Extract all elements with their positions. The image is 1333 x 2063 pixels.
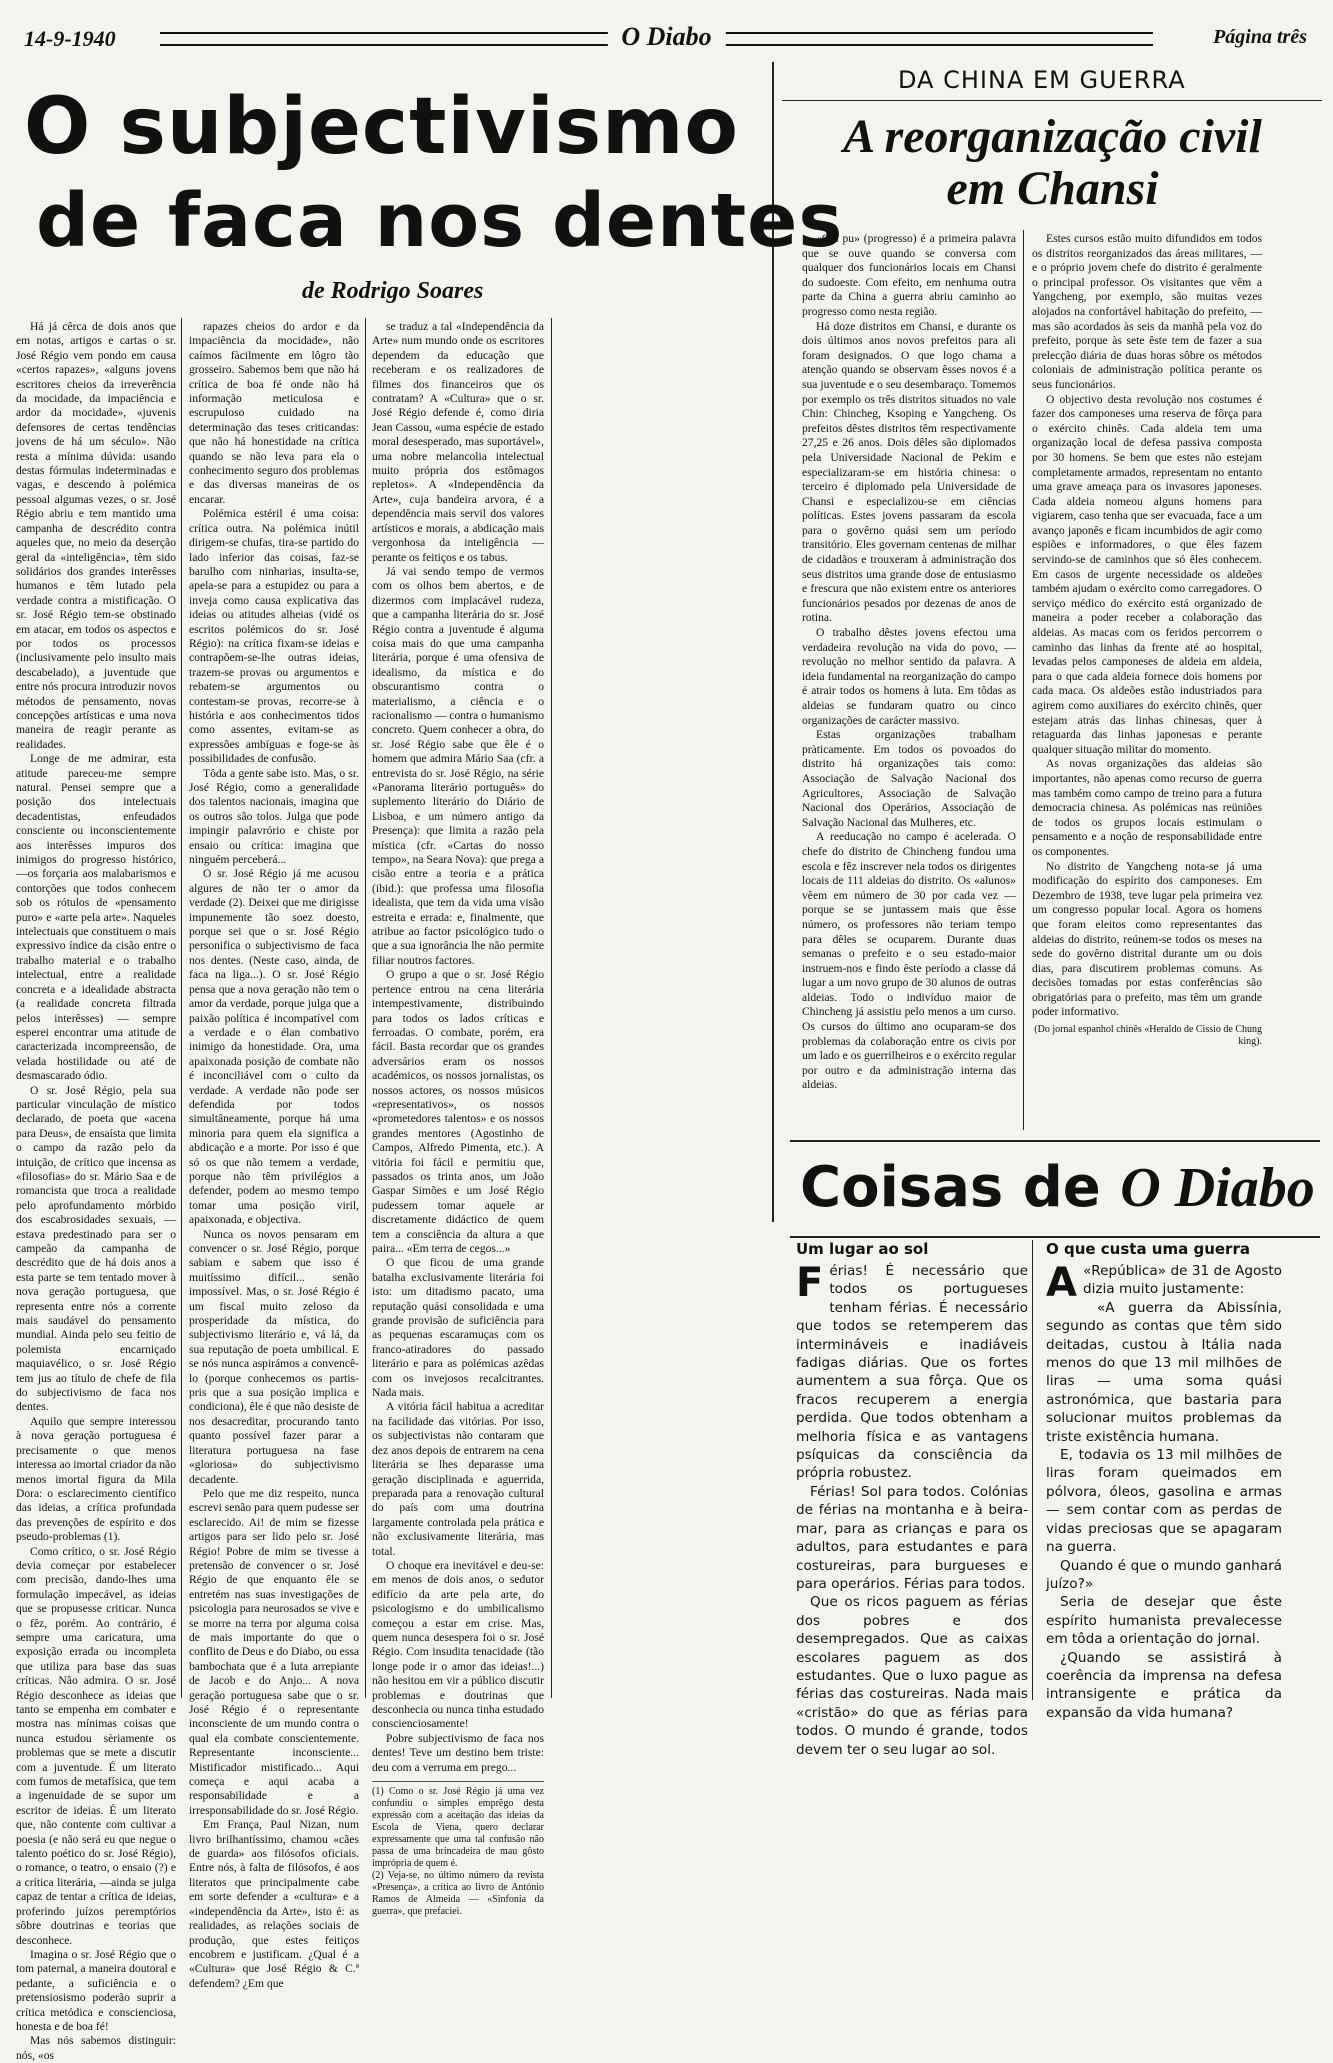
article-title-line1: O subjectivismo [24, 82, 740, 172]
paragraph: No distrito de Yangcheng nota-se já uma modificação do espírito dos camponeses. Em Dezembro de 1938, teve lugar pela primeira vez um congresso popular local. Agora os homens que foram eleitos como representantes das aldeias do distrito, reúnem-se todos os meses na sede do govêrno distrital durante um ou dois dias, para discutirem problemas comuns. As decisões tomadas por estas conferências são obrigatórias para o prefeito, mas têm um grande poder informativo. [1032, 859, 1262, 1019]
paragraph: A reeducação no campo é acelerada. O chefe do distrito de Chincheng fundou uma escola e fêz inscrever nela todos os dirigentes locais de 111 aldeias do distrito. Os «alunos» vêem em número de 30 por cada vez — porque se se juntassem mais que êsse número, os professores não teriam tempo para dêles se ocuparem. Durante duas semanas o prefeito e o seu estado-maior instruem-nos e findo êste período a classe dá lugar a um novo grupo de 30 alunos de outras aldeias. Todo o indivíduo maior de Chincheng já assistiu pelo menos a um curso. Os cursos do último ano ocuparam-se dos problemas da colaboração entre os civis por um lado e os guerrilheiros e o exército regular por outro e da administração interna das aldeias. [802, 830, 1016, 1092]
china-title-line1: A reorganização civil [843, 110, 1262, 163]
article-column-2 [189, 320, 359, 1991]
paragraph: E, todavia os 13 mil milhões de liras foram queimados em pólvora, óleos, gasolina e armas — sem contar com as perdas de vidas preciosas que se apagaram na guerra. [1046, 1447, 1282, 1556]
footnotes [372, 1781, 544, 1918]
paragraph: O grupo a que o sr. José Régio pertence entrou na cena literária intempestivamente, distribuindo para todos os lados críticas e ferroadas. O combate, porém, era fácil. Basta recordar que os grandes adversários eram os nossos académicos, os nossos jornalistas, os nossos actores, os nossos músicos «representativos», os nossos «prometedores talentos» e os nossos grandes mentores (Agostinho de Campos, Alfredo Pimenta, etc.). A vitória foi fácil e permitiu que, passados os trinta anos, um João Gaspar Simões e um José Régio pudessem tomar aquele ar discretamente didáctico de quem tem a consciência da altura a que paira... «Em terra de cegos...» [372, 968, 544, 1255]
issue-date: 14-9-1940 [24, 26, 116, 51]
china-column-1 [802, 232, 1016, 1093]
paragraph: «Cin pu» (progresso) é a primeira palavra que se ouve quando se conversa com qualquer dos funcionários locais em Chansi do sudoeste. Com efeito, em nenhuma outra parte da China a guerra abriu caminho ao progresso como nesta região. [802, 232, 1016, 318]
paragraph: As novas organizações das aldeias são importantes, não apenas como recurso de guerra mas também como campo de treino para a futura democracia chinesa. As polémicas nas reüniões de todos os grupos locais estimulam o pensamento e a noção de responsabilidade entre os componentes. [1032, 757, 1262, 858]
coisas-title-diabo: O Diabo [1120, 1157, 1315, 1219]
box-rule-top [790, 1140, 1320, 1142]
article-column-3 [372, 320, 544, 1918]
paragraph: Polémica estéril é uma coisa: crítica outra. Na polémica inútil dirigem-se chufas, tira-se partido do lado inferior das coisas, faz-se barulho com ninharias, insulta-se, apela-se para a estupidez ou para a inveja como causa explicativa das ideias ou atitudes alheias (vidé os escritos polémicos do sr. José Régio): na crítica fixam-se ideias e contrapõem-se-lhe outras ideias, trazem-se provas ou argumentos e rebatem-se argumentos ou contestam-se provas, recorre-se à história e aos conhecimentos tidos como assentes, evitam-se as expressões ambíguas e foge-se às possibilidades de confusão. [189, 507, 359, 766]
paragraph: rapazes cheios do ardor e da impaciência da mocidade», não caímos fàcilmente em lôgro tão grosseiro. Sabemos bem que não há crítica de boa fé onde não há informação meticulosa e escrupuloso cuidado na determinação das teses criticandas: que não há honestidade na crítica quando se não leva para ela o conhecimento seguro dos problemas e das diversas maneiras de os encarar. [189, 320, 359, 506]
paragraph: «A guerra da Abissínia, segundo as contas que têm sido deitadas, custou à Itália nada menos do que 13 mil milhões de liras — uma soma quási astronómica, que bastaria para solucionar muitos problemas da triste existência humana. [1046, 1299, 1282, 1445]
section-label: DA CHINA EM GUERRA [898, 66, 1186, 94]
paragraph: «República» de 31 de Agosto dizia muito justamente: [1082, 1263, 1282, 1298]
coisas-right-column [1046, 1262, 1282, 1722]
china-title-line2: em Chansi [946, 162, 1159, 215]
column-divider [1032, 1240, 1033, 1700]
paragraph: Mas nós sabemos distinguir: nós, «os [16, 2034, 176, 2062]
paragraph: O sr. José Régio já me acusou algures de não ter o amor da verdade (2). Deixei que me dirigisse impunemente tão soez doesto, porque sei que o sr. José Régio personifica o subjectivismo de faca nos dentes. (Neste caso, ainda, de faca na liga...). O sr. José Régio pensa que a nova geração não tem o amor da verdade, porque julga que a paixão política é incompatível com a verdade e o élan combativo inimigo da honestidade. Ora, uma apaixonada posição de combate não é inconciliável com o culto da verdade. A verdade não pode ser defendida por todos simultâneamente, porque há uma minoria para quem ela significa a abdicação e a morte. Por isso é que só os que não temem a verdade, porque não têm privilégios a defender, podem ao mesmo tempo tomar uma posição viril, apaixonada, e objectiva. [189, 867, 359, 1227]
paragraph: A vitória fácil habitua a acreditar na facilidade das vitórias. Por isso, os subjectivistas não contaram que dez anos depois de entrarem na cena literária se lhes deparasse uma geração disciplinada e aguerrida, preparada para a renovação cultural do país com uma doutrina largamente controlada pela prática e não exclusivamente literária, mas total. [372, 1400, 544, 1558]
paragraph: Aquilo que sempre interessou à nova geração portuguesa é precisamente o que menos interessa ao imortal criador da não menos imortal figura da Mila Dora: o esclarecimento científico das ideias, a crítica profundada das prevenções de espírito e dos pseudo-problemas (1). [16, 1414, 176, 1544]
masthead: O Diabo [607, 22, 725, 52]
paragraph: ¿Quando se assistirá à coerência da imprensa na defesa intransigente e prática da expansão da vida humana? [1046, 1649, 1282, 1721]
paragraph: Estes cursos estão muito difundidos em todos os distritos reorganizados das áreas militares, — e o próprio jovem chefe do distrito é geralmente o principal professor. Os visitantes que vêm a Yangcheng, por exemplo, são muitas vezes alojados na confortável habitação do prefeito, — mas são acordados às seis da manhã pela voz do prefeito, porque às sete êste tem de fazer a sua prelecção diária de duas horas sôbre os métodos coloniais de administração política perante os seus funcionários. [1032, 232, 1262, 391]
paragraph: Há já cêrca de dois anos que em notas, artigos e cartas o sr. José Régio vem pondo em causa «certos rapazes», «alguns jovens escritores cheios da irreverência da mocidade, da impaciência e ardor da mocidade», «juvenis defensores de certas tendências jovens de há um século». Não resta a mínima dúvida: usando destas fórmulas indeterminadas e vagas, e descendo à polémica pessoal algumas vezes, o sr. José Régio abriu e tem mantido uma campanha de descrédito contra aqueles que, no meio da deserção geral da «inteligência», têm sido solidários dos grandes interêsses humanos e têm lutado pela verdade contra a mistificação. O sr. José Régio tem-se obstinado em atacar, em todos os aspectos e por todos os processos (inclusivamente pelo insulto mais descabelado), a juventude que entre nós procura introduzir novos métodos de pensamento, novas concepções artísticas e uma nova maneira de reagir perante as realidades. [16, 320, 176, 751]
paragraph: Quando é que o mundo ganhará juízo?» [1046, 1557, 1282, 1592]
china-column-2 [1032, 232, 1262, 1048]
section-rule [782, 100, 1322, 101]
box-rule-bottom [790, 1236, 1320, 1238]
paragraph: O que ficou de uma grande batalha exclusivamente literária foi isto: um ditadismo pacato, uma reputação quási consolidada e uma grande provisão de suficiência para as pequenas escaramuças com os franco-atiradores do passado literário e para as polémicas azêdas com os invejosos recalcitrantes. Nada mais. [372, 1256, 544, 1400]
paragraph: Pelo que me diz respeito, nunca escrevi senão para quem pudesse ser esclarecido. Ai! de mim se fizesse artigos para ser lido pelo sr. José Régio! Pobre de mim se tivesse a pretensão de convencer o sr. José Régio de que enquanto êle se entretém nas suas investigações de psicologia para neurosados se vive e se morre na terra por alguma coisa de mais importante do que o conflito de Deus e do Diabo, ou essa bambochata que é a luta arrepiante de Jacob e do Anjo... A nova geração portuguesa sabe que o sr. José Régio é o representante inconsciente de um mundo contra o qual ela combate conscientemente. Representante inconsciente... Mistificador mistificado... Aqui começa e aqui acaba a responsabilidade e a irresponsabilidade do sr. José Régio. [189, 1486, 360, 1817]
page-number: Página três [1213, 26, 1307, 48]
drop-cap: A [1046, 1260, 1077, 1306]
coisas-left-column [796, 1262, 1028, 1759]
paragraph: Tôda a gente sabe isto. Mas, o sr. José Régio, como a generalidade dos talentos nacionais, imagina que os outros são tolos. Julga que pode impingir palavrório e chiste por ensaio ou crítica: imagina que ninguém perceberá... [189, 766, 359, 867]
paragraph: se traduz a tal «Independência da Arte» num mundo onde os escritores dependem da educação que receberam e os realizadores de filmes dos financeiros que os contratam? A «Cultura» que o sr. José Régio defende é, como diria Jean Cassou, «uma espécie de estado moral desesperado, mas suportável», uma nobre melancolia intelectual muito própria dos estômagos repletos». A «Independência da Arte», cuja bandeira arvora, é a dependência mais servil dos valores artísticos e morais, a abdicação mais vergonhosa da inteligência — perante os feitiços e os tabus. [372, 320, 544, 564]
paragraph: érias! É necessário que todos os portugueses tenham férias. É necessário que todos se retemperem das intermináveis e inadiáveis fadigas diárias. Que os fortes aumentem a sua fôrça. Que os fracos recuperem a energia perdida. Que todos obtenham a melhoria física e as vantagens psíquicas da consciência da própria robustez. [796, 1263, 1028, 1482]
column-divider [551, 318, 552, 1698]
paragraph: Em França, Paul Nizan, num livro brilhantíssimo, chamou «cães de guarda» aos filósofos oficiais. Entre nós, à falta de filósofos, é aos literatos que principalmente cabe em sorte defender a «cultura» e a «independência da Arte», isto é: as realidades, as relações sociais de produção, que estes feitiços encobrem e justificam. ¿Qual é a «Cultura» que José Régio & C.ª defendem? ¿Em que [189, 1818, 359, 1990]
coisas-title [800, 1155, 1315, 1220]
paragraph: Que os ricos paguem as férias dos pobres e dos desempregados. Que as caixas escolares paguem as dos estudantes. Que o luxo pague as férias das costureiras. Nada mais «cristão» do que as férias para todos. O mundo é grande, todos devem ter o seu lugar ao sol. [796, 1594, 1028, 1758]
paragraph: Pobre subjectivismo de faca nos dentes! Teve um destino bem triste: deu com a verruma em prego... [372, 1731, 544, 1774]
paragraph: Nunca os novos pensaram em convencer o sr. José Régio, porque sabiam e sabem que isso é muitíssimo difícil... senão impossível. Mas, o sr. José Régio é um fiscal muito zeloso da prosperidade da mística, do subjectivismo literário e, vá lá, da sua reputação de poeta umbilical. E se nós nunca aspirámos a convencê-lo (porque conhecemos os partis-pris que a sua posição implica e condiciona), êle é que não desiste de nos desacreditar, procurando tanto quanto possível fazer parar a literatura portuguesa na fase «gloriosa» do subjectivismo decadente. [189, 1227, 359, 1486]
paragraph: O objectivo desta revolução nos costumes é fazer dos camponeses uma reserva de fôrça para o exército chinês. Cada aldeia tem uma organização local de defesa passiva composta por 30 homens. Se bem que estes não estejam completamente armados, representam no entanto uma grave ameaça para os invasores japoneses. Cada aldeia nomeou alguns homens para vigiarem, caso tenha que ser evacuada, face a um avanço japonês e ficam incumbidos de agir como espiões e informadores, o que êles fazem servindo-se de caminhos que só êles conhecem. Em casos de urgente necessidade os aldeões também ajudam o exército como carregadores. O serviço médico do exército está organizado de maneira a poder receber a colaboração das aldeias. As macas com os feridos percorrem o caminho das linhas da frente até ao hospital, levadas pelos camponeses de aldeia em aldeia, para o que cada aldeia fornece dois homens por cada maca. Os aldeões estão industriados para agirem como auxiliares do exército chinês, quer estejam atrás das linhas chinesas, quer à retaguarda das linhas japonesas e perante qualquer situação militar do momento. [1032, 392, 1262, 756]
paragraph: Férias! Sol para todos. Colónias de férias na montanha e à beira-mar, para as crianças e para os adultos, para estudantes e para costureiras, para burgueses e para operários. Férias para todos. [796, 1483, 1028, 1592]
paragraph: Já vai sendo tempo de vermos com os olhos bem abertos, e de dizermos com implacável rudeza, que a campanha literária do sr. José Régio contra a juventude é alguma coisa mais do que uma campanha literária, porque é uma ofensiva de idealismo, da mística e do obscurantismo contra o materialismo, a ciência e o racionalismo — contra o humanismo concreto. Quem conhecer a obra, do sr. José Régio sabe que êle é o homem que admira Mário Saa (cfr. a entrevista do sr. José Régio, na série «Panorama literário português» do suplemento literário do Diário de Lisboa, e um número antigo da Presença): que limita a razão pela mística (cfr. «Cartas do nosso tempo», na Seara Nova): que prega a cisão entre a teoria e a prática (ibid.): que professa uma filosofia idealista, que tem da vida uma visão estreita e errada: e, finalmente, que atribue ao factor psicológico tudo o que a sua ignorância lhe não permite filiar noutros factores. [372, 564, 544, 967]
paragraph: Como crítico, o sr. José Régio devia começar por estabelecer com precisão, dando-lhes uma formulação impecável, as ideias que se propusesse criticar. Nunca o fêz, porém. Ao contrário, é sempre uma caricatura, uma exposição errada ou incompleta que utiliza para base das suas críticas. Não admira. O sr. José Régio desconhece as ideias que tanto se empenha em combater e mostra nas mínimas coisas que nunca estudou sèriamente os problemas que se mete a discutir com a juventude. É um literato com fumos de metafísica, que tem a ingenuidade de se supor um escritor de ideias. É um literato que, não contente com cultivar a poesia (e não será eu que negue o talento poético do sr. José Régio), o romance, o teatro, o ensaio (?) e a crítica literária, —ainda se julga capaz de tentar a crítica de ideias, proferindo juízos peremptórios sôbre doutrinas e teorias que desconhece. [16, 1544, 176, 1947]
article-title-line2: de faca nos dentes [36, 178, 844, 264]
paragraph: O trabalho dêstes jovens efectou uma verdadeira revolução na vida do povo, — revolução no melhor sentido da palavra. A ideia fundamental na reorganização do campo é atrair todos os homens à luta. Em tôdas as aldeias se fundaram quatro ou cinco organizações de carácter massivo. [802, 626, 1016, 727]
paragraph: Há doze distritos em Chansi, e durante os dois últimos anos novos prefeitos para ali foram designados. O que logo chama a atenção quando se observam êsses novos é a sua juventude e o seu desembaraço. Tomemos por exemplo os três distritos situados no vale Chin: Chincheg, Ksoping e Yangcheng. Os prefeitos dêstes distritos têm respectivamente 27,25 e 26 anos. Dois dêles são diplomados pela Universidade Nacional de Pekim e especializaram-se em história chinesa: o terceiro é diplomado pela Universidade de Chansi e especializou-se em ciências políticas. Estes jovens passaram da escola para o govêrno quási sem um período transitório. Eles governam centenas de milhar de cidadãos e trouxeram à administração dos seus distritos uma grande dose de entusiasmo e frescura que não existem entre os anteriores funcionários pesados por dezenas de anos de rotina. [802, 319, 1016, 625]
byline: de Rodrigo Soares [302, 278, 484, 304]
column-divider [181, 318, 182, 1698]
page-header [20, 20, 1313, 52]
paragraph: Imagina o sr. José Régio que o tom paternal, a maneira doutoral e pedante, a suficiência e o pretensiosismo poderão suprir a crítica metódica e conscienciosa, honesta e de boa fé! [16, 1947, 176, 2033]
subheading-right: O que custa uma guerra [1046, 1240, 1250, 1258]
column-divider [365, 318, 366, 1698]
paragraph: Estas organizações trabalham pràticamente. Em todos os povoados do distrito há organizações tais como: Associação de Salvação Nacional dos Agricultores, Associação de Salvação Nacional dos Operários, Associação de Salvação Nacional das Mulheres, etc. [802, 728, 1016, 829]
footnote: (2) Veja-se, no último número da revista «Presença», a crítica ao livro de António Ramos de Almeida — «Sinfonia da guerra», que prefaciei. [372, 1870, 544, 1918]
paragraph: Seria de desejar que êste espírito humanista prevalecesse em tôda a orientação do jornal. [1046, 1594, 1282, 1648]
column-divider [1023, 230, 1024, 1130]
drop-cap: F [796, 1260, 824, 1306]
source-note: (Do jornal espanhol chinês «Heraldo de Cissio de Chung king). [1034, 1024, 1262, 1048]
paragraph: O choque era inevitável e deu-se: em menos de dois anos, o sedutor edifício da arte pela arte, do psicologismo e do umbilicalismo começou a estar em crise. Mas, quem nunca desespera foi o sr. José Régio. Com insudita tenacidade (tão longe pode ir o amor das ideias!...) não hesitou em vir a público discutir problemas e doutrinas que desconhecia ou nunca tinha estudado conscienciosamente! [372, 1558, 544, 1731]
subheading-left: Um lugar ao sol [796, 1240, 929, 1258]
coisas-title-text: Coisas de [800, 1155, 1121, 1220]
footnote: (1) Como o sr. José Régio já uma vez confundiu o simples emprêgo desta expressão com a aceitação das ideias da Escola de Viena, quero declarar expressamente que uma tal confusão não passa de uma brincadeira de mau gôsto imprópria de quem é. [372, 1786, 544, 1870]
article-column-1 [16, 320, 176, 2063]
paragraph: O sr. José Régio, pela sua particular vinculação de místico declarado, de poeta que «acena para Deus», de ensaísta que limita o campo da razão pelo da intuição, de crítico que incensa as «filosofias» do sr. Mário Saa e de romancista que troca a realidade pelo aprofundamento mórbido dos escabrosidades sexuais, —estava predestinado para ser o campeão da campanha de descrédito que de há dois anos a esta parte se tem tentado mover à nova geração portuguesa, que representa entre nós a corrente mais saudável do pensamento mundial. Ainda pelo seu feitio de polemista encarniçado maquiavélico, o sr. José Régio tem jus ao título de chefe de fila do subjectivismo de faca nos dentes. [16, 1083, 176, 1414]
paragraph: Longe de me admirar, esta atitude pareceu-me sempre natural. Pensei sempre que a posição dos intelectuais decadentistas, enfeudados consciente ou inconscientemente aos interêsses impuros dos inimigos do progresso histórico, —os forçaria aos malabarismos e contorções que todos conhecem sob os rótulos de «pensamento puro» e «arte pela arte». Naqueles intelectuais que constituem o mais expressivo índice da cisão entre o trabalho material e o trabalho intelectual, entre a realidade concreta e a idealidade abstracta (a realidade concreta filtrada pelos interêsses) — sempre esperei encontrar uma atitude de caracterizada incompreensão, de velada hostilidade ou até de desmascarado ódio. [16, 752, 176, 1083]
